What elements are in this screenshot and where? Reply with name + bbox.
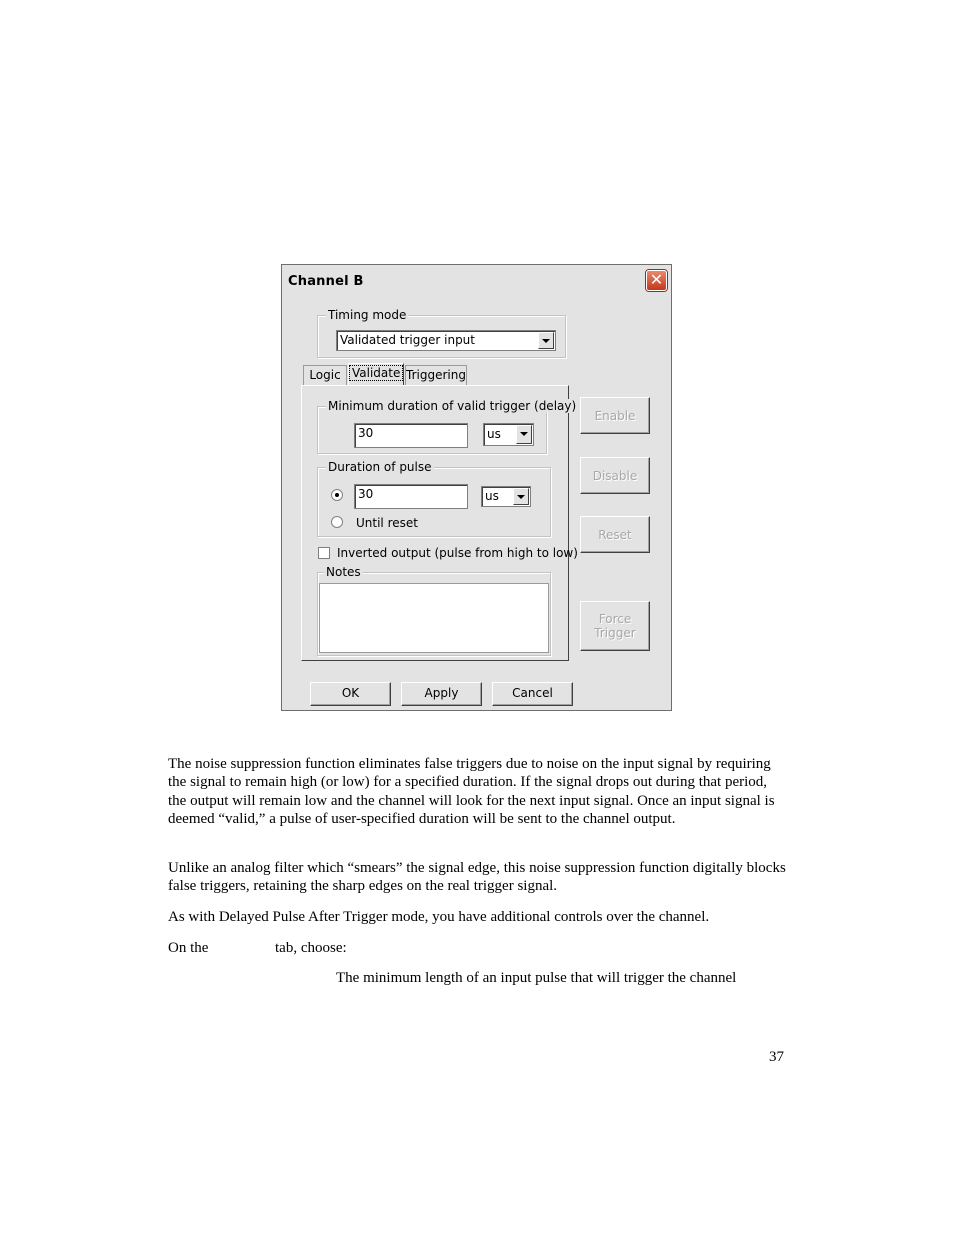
reset-button-label: Reset (598, 527, 632, 542)
inverted-output-label: Inverted output (pulse from high to low) (337, 546, 578, 560)
tab-validate-label: Validate (349, 365, 403, 381)
pulse-duration-group (317, 460, 551, 537)
timing-mode-group (317, 308, 566, 358)
dialog-title: Channel B (288, 274, 364, 289)
min-duration-unit: us (487, 427, 501, 441)
min-duration-value: 30 (358, 426, 374, 440)
pulse-duration-value-radio[interactable] (331, 489, 343, 501)
enable-button[interactable] (580, 397, 650, 434)
tab-triggering-label: Triggering (406, 368, 466, 382)
pulse-duration-unit: us (485, 489, 499, 503)
force-trigger-label-line1: Force (598, 612, 632, 626)
apply-button[interactable] (401, 682, 482, 706)
min-duration-unit-select[interactable] (483, 423, 534, 446)
timing-mode-value: Validated trigger input (340, 333, 475, 347)
chevron-down-icon[interactable] (538, 332, 554, 349)
notes-group (317, 565, 551, 656)
on-the-text: On the (168, 940, 209, 956)
close-icon: ✕ (649, 270, 664, 289)
disable-button[interactable] (580, 457, 650, 494)
timing-mode-label: Timing mode (328, 308, 407, 322)
force-trigger-button[interactable] (580, 601, 650, 651)
timing-mode-select[interactable] (336, 330, 556, 351)
tab-logic-label: Logic (309, 368, 341, 382)
paragraph-additional-controls: As with Delayed Pulse After Trigger mode, you have additional controls over the channel. (168, 909, 710, 925)
reset-button[interactable] (580, 516, 650, 553)
ok-button[interactable] (310, 682, 391, 706)
page-number: 37 (769, 1049, 784, 1065)
until-reset-label: Until reset (356, 516, 418, 530)
channel-b-dialog (281, 264, 672, 711)
min-duration-input[interactable] (354, 423, 468, 448)
pulse-duration-input[interactable] (354, 484, 468, 509)
tab-validate[interactable] (348, 363, 404, 386)
pulse-duration-label: Duration of pulse (328, 460, 432, 474)
paragraph-noise-suppression: The noise suppression function eliminates false triggers due to noise on the input signal by requiring the signal to remain high (or low) for a specified duration. If the signal drops out during that period, the output will remain low and the channel will look for the next input signal. Once an input signal is deemed “valid,” a pulse of user-specified duration will be sent to the channel output. (168, 756, 775, 828)
pulse-duration-unit-select[interactable] (481, 486, 531, 507)
disable-button-label: Disable (592, 468, 638, 483)
enable-button-label: Enable (594, 408, 636, 423)
until-reset-radio[interactable] (331, 516, 343, 528)
title-bar[interactable] (282, 265, 671, 297)
tab-choose-text: tab, choose: (275, 940, 347, 956)
tab-triggering[interactable] (405, 365, 467, 385)
close-button[interactable] (646, 270, 667, 291)
apply-button-label: Apply (424, 686, 459, 700)
chevron-down-icon[interactable] (513, 488, 529, 505)
notes-label: Notes (326, 565, 361, 579)
min-duration-label: Minimum duration of valid trigger (delay) (328, 399, 577, 413)
validate-tab-panel (301, 385, 578, 661)
pulse-duration-value: 30 (358, 487, 374, 501)
paragraph-analog-filter: Unlike an analog filter which “smears” the signal edge, this noise suppression function digitally blocks false triggers, retaining the sharp edges on the real trigger signal. (168, 860, 786, 895)
tab-logic[interactable] (303, 365, 347, 385)
min-length-description: The minimum length of an input pulse that will trigger the channel (336, 970, 737, 986)
min-duration-group (317, 399, 577, 454)
force-trigger-label-line2: Trigger (594, 626, 636, 640)
cancel-button[interactable] (492, 682, 573, 706)
inverted-output-checkbox[interactable] (318, 547, 330, 559)
ok-button-label: OK (341, 686, 360, 700)
notes-textarea[interactable] (319, 583, 549, 653)
chevron-down-icon[interactable] (516, 425, 532, 444)
cancel-button-label: Cancel (512, 686, 553, 700)
